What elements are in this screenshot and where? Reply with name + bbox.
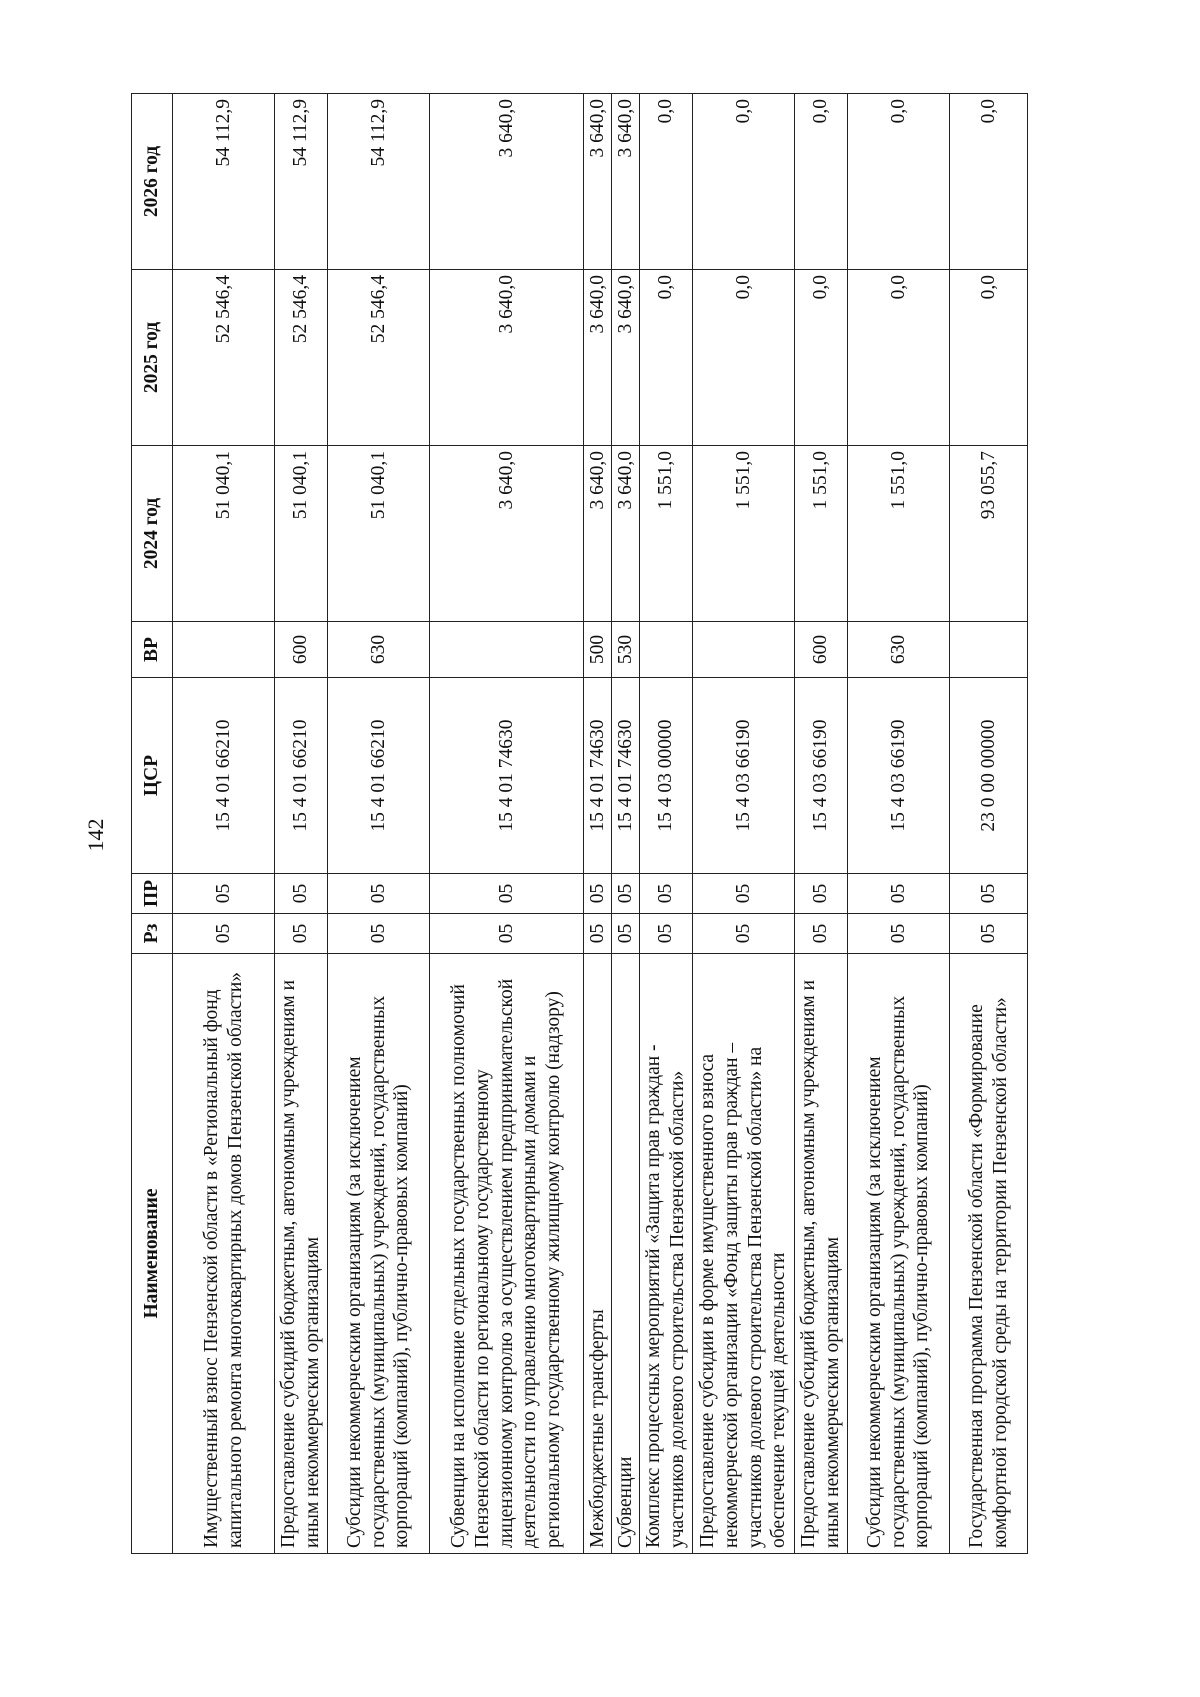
cell-name: Государственная программа Пензенской области «Формирование комфортной городской среды на территории Пензенской области»	[950, 954, 1028, 1554]
cell-rz: 05	[584, 914, 612, 954]
cell-2026: 0,0	[795, 94, 848, 270]
cell-csr: 15 4 01 74630	[430, 678, 584, 874]
table-row	[693, 94, 795, 1554]
cell-vr	[430, 622, 584, 678]
cell-name: Субсидии некоммерческим организациям (за исключением государственных (муниципальных) учреждений, государственных корпораций (компаний), публично-правовых компаний)	[328, 954, 430, 1554]
cell-2025: 52 546,4	[328, 270, 430, 446]
cell-csr: 15 4 01 66210	[275, 678, 328, 874]
cell-csr: 15 4 03 66190	[795, 678, 848, 874]
cell-2026: 54 112,9	[275, 94, 328, 270]
cell-2026: 3 640,0	[612, 94, 640, 270]
cell-pr: 05	[430, 874, 584, 914]
cell-2026: 54 112,9	[173, 94, 275, 270]
rotated-table-inner	[131, 94, 1081, 1554]
header-rz: Рз	[132, 914, 173, 954]
table-row	[430, 94, 584, 1554]
cell-vr: 600	[275, 622, 328, 678]
cell-rz: 05	[328, 914, 430, 954]
cell-rz: 05	[950, 914, 1028, 954]
cell-2024: 3 640,0	[430, 446, 584, 622]
table-row	[795, 94, 848, 1554]
cell-name: Комплекс процессных мероприятий «Защита прав граждан - участников долевого строительства Пензенской области»	[640, 954, 693, 1554]
cell-2025: 3 640,0	[584, 270, 612, 446]
cell-2024: 1 551,0	[795, 446, 848, 622]
cell-2026: 3 640,0	[584, 94, 612, 270]
table-row	[584, 94, 612, 1554]
cell-vr: 630	[328, 622, 430, 678]
cell-2024: 3 640,0	[612, 446, 640, 622]
header-vr: ВР	[132, 622, 173, 678]
header-2024: 2024 год	[132, 446, 173, 622]
cell-pr: 05	[328, 874, 430, 914]
header-pr: ПР	[132, 874, 173, 914]
cell-rz: 05	[430, 914, 584, 954]
cell-2025: 0,0	[795, 270, 848, 446]
table-row	[640, 94, 693, 1554]
cell-2025: 0,0	[848, 270, 950, 446]
cell-rz: 05	[612, 914, 640, 954]
cell-2024: 51 040,1	[275, 446, 328, 622]
cell-csr: 15 4 03 66190	[848, 678, 950, 874]
budget-table	[131, 93, 1028, 1554]
cell-csr: 23 0 00 00000	[950, 678, 1028, 874]
cell-name: Субвенции на исполнение отдельных государственных полномочий Пензенской области по региональному государственному лицензионному контролю за осуществлением предпринимательской деятельности по управлению многоквартирными домами и региональному государственному жилищному контролю (надзору)	[430, 954, 584, 1554]
cell-2024: 93 055,7	[950, 446, 1028, 622]
cell-2025: 0,0	[640, 270, 693, 446]
cell-2025: 3 640,0	[430, 270, 584, 446]
cell-pr: 05	[584, 874, 612, 914]
cell-pr: 05	[612, 874, 640, 914]
cell-rz: 05	[795, 914, 848, 954]
cell-pr: 05	[173, 874, 275, 914]
cell-vr: 630	[848, 622, 950, 678]
cell-2026: 0,0	[693, 94, 795, 270]
cell-pr: 05	[950, 874, 1028, 914]
cell-2024: 1 551,0	[693, 446, 795, 622]
cell-vr	[640, 622, 693, 678]
cell-pr: 05	[848, 874, 950, 914]
cell-rz: 05	[640, 914, 693, 954]
cell-rz: 05	[848, 914, 950, 954]
cell-name: Субвенции	[612, 954, 640, 1554]
table-row	[275, 94, 328, 1554]
table-row	[173, 94, 275, 1554]
table-row	[328, 94, 430, 1554]
header-2026: 2026 год	[132, 94, 173, 270]
cell-csr: 15 4 01 74630	[612, 678, 640, 874]
cell-2026: 3 640,0	[430, 94, 584, 270]
cell-2024: 51 040,1	[173, 446, 275, 622]
table-row	[612, 94, 640, 1554]
cell-csr: 15 4 01 66210	[328, 678, 430, 874]
cell-name: Субсидии некоммерческим организациям (за исключением государственных (муниципальных) учреждений, государственных корпораций (компаний), публично-правовых компаний)	[848, 954, 950, 1554]
header-name: Наименование	[132, 954, 173, 1554]
header-csr: ЦСР	[132, 678, 173, 874]
cell-2026: 0,0	[848, 94, 950, 270]
cell-csr: 15 4 01 66210	[173, 678, 275, 874]
cell-pr: 05	[795, 874, 848, 914]
cell-name: Межбюджетные трансферты	[584, 954, 612, 1554]
cell-2024: 1 551,0	[640, 446, 693, 622]
cell-vr	[173, 622, 275, 678]
cell-2026: 0,0	[640, 94, 693, 270]
table-row	[848, 94, 950, 1554]
cell-csr: 15 4 01 74630	[584, 678, 612, 874]
cell-name: Имущественный взнос Пензенской области в «Региональный фонд капитального ремонта многоквартирных домов Пензенской области»	[173, 954, 275, 1554]
cell-vr: 530	[612, 622, 640, 678]
cell-rz: 05	[693, 914, 795, 954]
cell-vr	[693, 622, 795, 678]
cell-pr: 05	[693, 874, 795, 914]
cell-rz: 05	[173, 914, 275, 954]
cell-pr: 05	[640, 874, 693, 914]
cell-vr: 500	[584, 622, 612, 678]
cell-name: Предоставление субсидий бюджетным, автономным учреждениям и иным некоммерческим организациям	[795, 954, 848, 1554]
page-number: 142	[83, 818, 108, 852]
cell-2025: 0,0	[950, 270, 1028, 446]
cell-pr: 05	[275, 874, 328, 914]
cell-csr: 15 4 03 00000	[640, 678, 693, 874]
cell-name: Предоставление субсидии в форме имущественного взноса некоммерческой организации «Фонд защиты прав граждан – участников долевого строительства Пензенской области» на обеспечение текущей деятельности	[693, 954, 795, 1554]
table-row	[950, 94, 1028, 1554]
cell-rz: 05	[275, 914, 328, 954]
table-header-row	[132, 94, 173, 1554]
rotated-table-frame	[131, 94, 1081, 1554]
cell-2025: 0,0	[693, 270, 795, 446]
cell-2024: 51 040,1	[328, 446, 430, 622]
cell-vr: 600	[795, 622, 848, 678]
cell-2026: 0,0	[950, 94, 1028, 270]
cell-2024: 3 640,0	[584, 446, 612, 622]
cell-2024: 1 551,0	[848, 446, 950, 622]
cell-vr	[950, 622, 1028, 678]
cell-2025: 52 546,4	[173, 270, 275, 446]
cell-csr: 15 4 03 66190	[693, 678, 795, 874]
header-2025: 2025 год	[132, 270, 173, 446]
cell-2025: 3 640,0	[612, 270, 640, 446]
cell-2025: 52 546,4	[275, 270, 328, 446]
cell-name: Предоставление субсидий бюджетным, автономным учреждениям и иным некоммерческим организациям	[275, 954, 328, 1554]
cell-2026: 54 112,9	[328, 94, 430, 270]
